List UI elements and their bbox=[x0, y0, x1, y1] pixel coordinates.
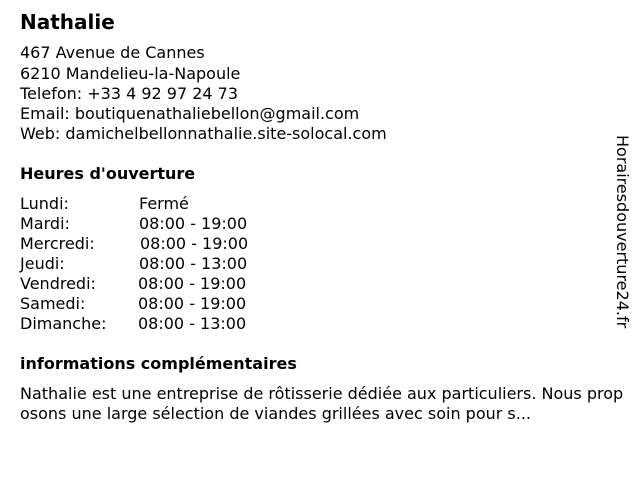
hours-time: 08:00 - 19:00 bbox=[140, 234, 249, 253]
hours-time: 08:00 - 13:00 bbox=[138, 314, 247, 333]
watermark-site-name: Horairesdouverture24.fr bbox=[613, 135, 632, 329]
hours-day: Mercredi: bbox=[20, 234, 95, 253]
phone-number[interactable]: Telefon: +33 4 92 97 24 73 bbox=[20, 84, 239, 103]
address-street: 467 Avenue de Cannes bbox=[20, 43, 205, 62]
email-address[interactable]: Email: boutiquenathaliebellon@gmail.com bbox=[20, 104, 360, 123]
hours-time: 08:00 - 19:00 bbox=[138, 274, 247, 293]
opening-hours-heading: Heures d'ouverture bbox=[20, 164, 196, 183]
hours-time: 08:00 - 13:00 bbox=[139, 254, 248, 273]
website-link[interactable]: Web: damichelbellonnathalie.site-solocal.com bbox=[20, 124, 387, 143]
hours-time: Fermé bbox=[139, 194, 189, 213]
hours-day: Vendredi: bbox=[20, 274, 96, 293]
hours-time: 08:00 - 19:00 bbox=[139, 214, 248, 233]
hours-day: Jeudi: bbox=[20, 254, 65, 273]
hours-day: Mardi: bbox=[20, 214, 70, 233]
hours-time: 08:00 - 19:00 bbox=[138, 294, 247, 313]
hours-day: Samedi: bbox=[20, 294, 86, 313]
business-description: Nathalie est une entreprise de rôtisserie dédiée aux particuliers. Nous proposons une large sélection de viandes grillées avec soin pour s... bbox=[20, 384, 624, 423]
hours-day: Dimanche: bbox=[20, 314, 107, 333]
hours-day: Lundi: bbox=[20, 194, 69, 213]
address-city: 6210 Mandelieu-la-Napoule bbox=[20, 64, 241, 83]
business-name: Nathalie bbox=[20, 10, 115, 34]
additional-info-heading: informations complémentaires bbox=[20, 354, 297, 373]
